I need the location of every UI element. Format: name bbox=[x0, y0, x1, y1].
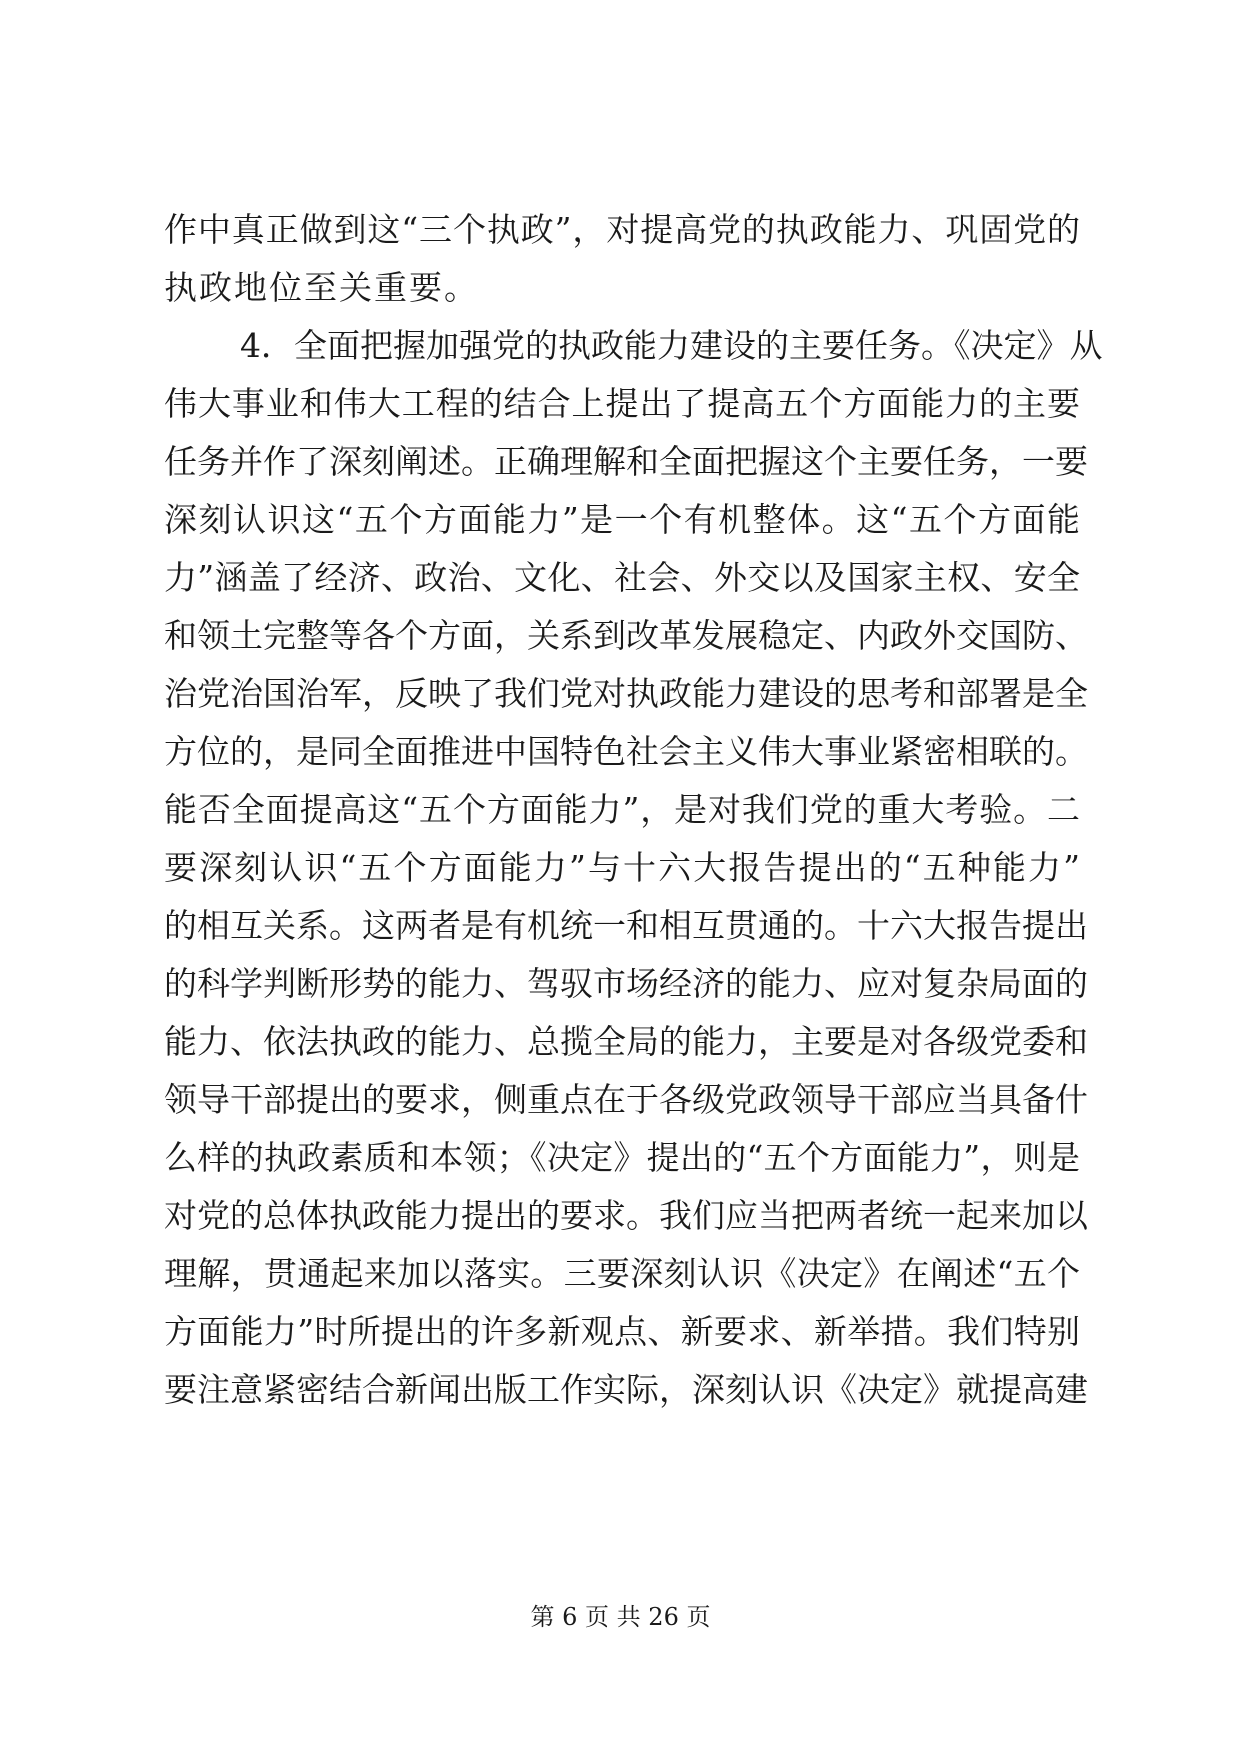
paragraph-start-line: 4．全面把握加强党的执政能力建设的主要任务。《决定》从 bbox=[240, 326, 1103, 365]
body-text-line: 能力、依法执政的能力、总揽全局的能力，主要是对各级党委和 bbox=[164, 1022, 1088, 1061]
body-text-line: 执政地位至关重要。 bbox=[164, 268, 479, 307]
body-text-line: 方位的，是同全面推进中国特色社会主义伟大事业紧密相联的。 bbox=[164, 732, 1088, 771]
body-text-line: 深刻认识这“五个方面能力”是一个有机整体。这“五个方面能 bbox=[164, 500, 1080, 539]
body-text-line: 要深刻认识“五个方面能力”与十六大报告提出的“五种能力” bbox=[164, 848, 1080, 887]
body-text-line: 的科学判断形势的能力、驾驭市场经济的能力、应对复杂局面的 bbox=[164, 964, 1088, 1003]
body-text-line: 力”涵盖了经济、政治、文化、社会、外交以及国家主权、安全 bbox=[164, 558, 1080, 597]
body-text-line: 对党的总体执政能力提出的要求。我们应当把两者统一起来加以 bbox=[164, 1196, 1088, 1235]
body-text-line: 方面能力”时所提出的许多新观点、新要求、新举措。我们特别 bbox=[164, 1312, 1080, 1351]
body-text-line: 么样的执政素质和本领；《决定》提出的“五个方面能力”，则是 bbox=[164, 1138, 1080, 1177]
body-text-line: 领导干部提出的要求，侧重点在于各级党政领导干部应当具备什 bbox=[164, 1080, 1088, 1119]
body-text-line: 治党治国治军，反映了我们党对执政能力建设的思考和部署是全 bbox=[164, 674, 1088, 713]
body-text-line: 伟大事业和伟大工程的结合上提出了提高五个方面能力的主要 bbox=[164, 384, 1080, 423]
body-text-line: 理解，贯通起来加以落实。三要深刻认识《决定》在阐述“五个 bbox=[164, 1254, 1080, 1293]
body-text-line: 能否全面提高这“五个方面能力”，是对我们党的重大考验。二 bbox=[164, 790, 1080, 829]
body-text-line: 任务并作了深刻阐述。正确理解和全面把握这个主要任务，一要 bbox=[164, 442, 1088, 481]
page-number-footer: 第 6 页 共 26 页 bbox=[530, 1603, 711, 1631]
body-text-line: 作中真正做到这“三个执政”，对提高党的执政能力、巩固党的 bbox=[164, 210, 1080, 249]
body-text-line: 要注意紧密结合新闻出版工作实际，深刻认识《决定》就提高建 bbox=[164, 1370, 1088, 1409]
body-text-line: 和领土完整等各个方面，关系到改革发展稳定、内政外交国防、 bbox=[164, 616, 1088, 655]
body-text-line: 的相互关系。这两者是有机统一和相互贯通的。十六大报告提出 bbox=[164, 906, 1088, 945]
